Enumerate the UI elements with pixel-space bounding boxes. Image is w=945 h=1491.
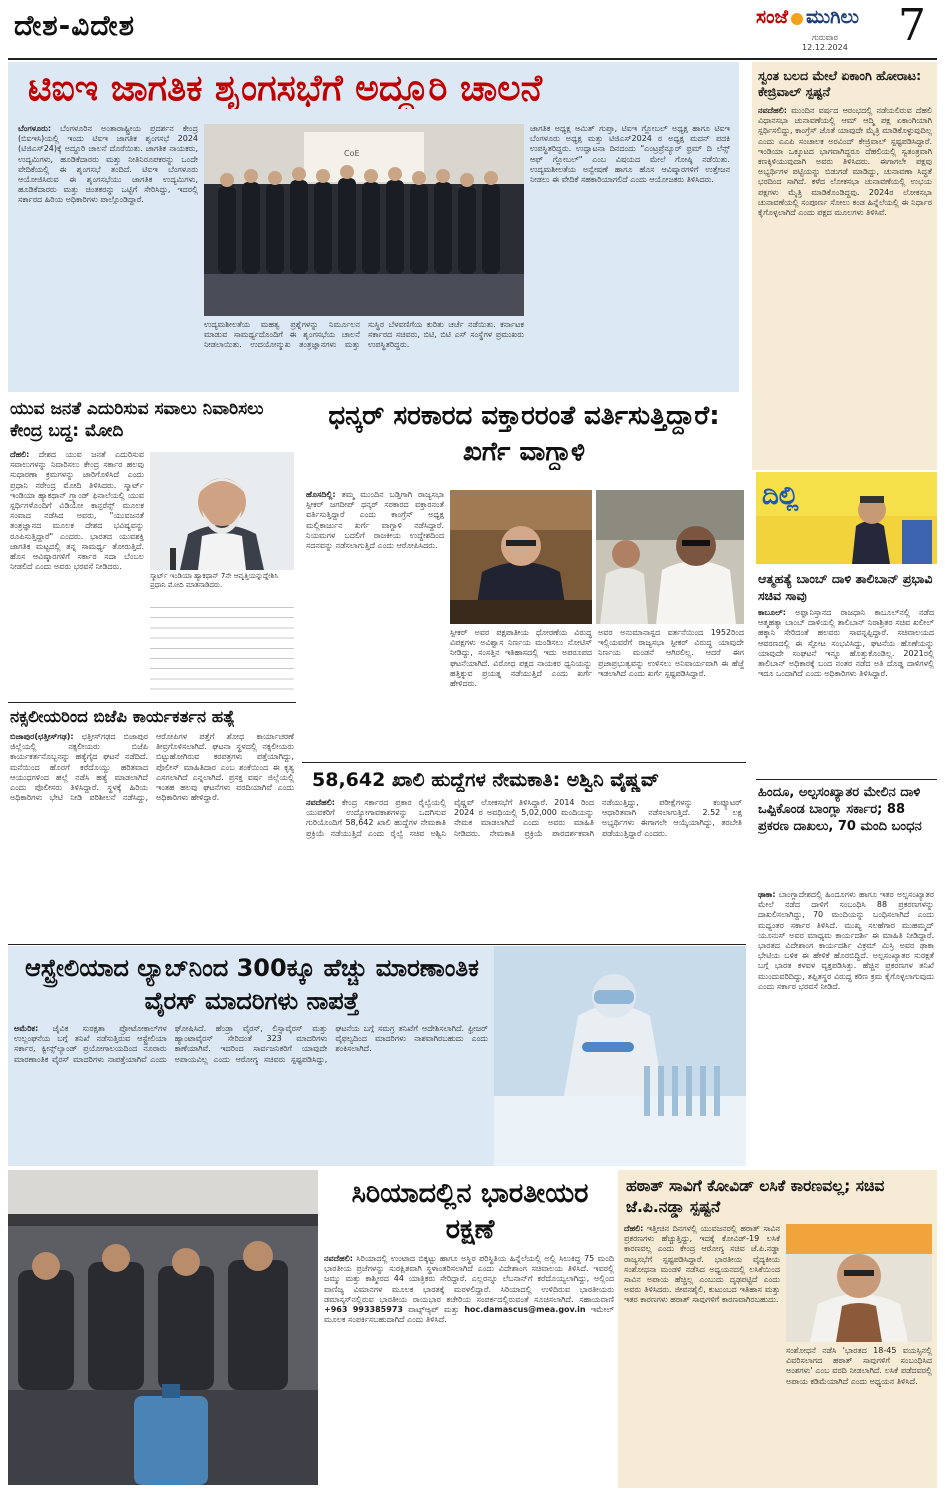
kharge-photo-dhankhar: [450, 490, 592, 624]
virus-lab-photo: [494, 946, 746, 1166]
syria-email[interactable]: hoc.damascus@mea.gov.in: [464, 1305, 586, 1315]
virus-body: [14, 1024, 488, 1160]
page-number: 7: [898, 0, 926, 51]
youth-article: [8, 396, 296, 700]
nadda-photo: [786, 1224, 932, 1342]
covid-headline: ಹಠಾತ್ ಸಾವಿಗೆ ಕೋವಿಡ್ ಲಸಿಕೆ ಕಾರಣವಲ್ಲ; ಸಚಿವ ಜೆ.ಪಿ.ನಡ್ಡಾ ಸ್ಪಷ್ಟನೆ: [626, 1177, 885, 1216]
tie-photo: [204, 124, 524, 316]
kharge-body-3: ಅವರ ಅನುಮಾನಾಸ್ಪದ ವರ್ತನೆಯಿಂದ 1952ರಿಂದ ಇಲ್ಲಿಯವರೆಗೆ ರಾಜ್ಯಸಭಾ ಸ್ಪೀಕರ್ ವಿರುದ್ಧ ಯಾವುದೇ ನಿರ್ಣಯ ಮಂಡನೆ ಆಗಿರಲಿಲ್ಲ. ಆದರೆ ಈಗ ಪ್ರಜಾಪ್ರಭುತ್ವವನ್ನು ಉಳಿಸಲು ಅನಿವಾರ್ಯವಾಗಿ ಈ ಹೆಜ್ಜೆ ಇಡಲಾಗಿದೆ ಎಂದು ಖರ್ಗೆ ಸ್ಪಷ್ಟಪಡಿಸಿದ್ದಾರೆ.: [598, 628, 744, 678]
attack-headline: ಆತ್ಮಹತ್ಯೆ ಬಾಂಬ್ ದಾಳಿ ತಾಲಿಬಾನ್ ಪ್ರಭಾವಿ ಸಚಿವ ಸಾವು: [758, 571, 933, 603]
tie-column-mid: [204, 320, 524, 386]
railway-dateline: ನವದೆಹಲಿ:: [306, 798, 335, 807]
syria-article: [322, 1170, 616, 1488]
banner-text: ದಿಲ್ಲಿ: [762, 481, 799, 511]
railway-headline: 58,642 ಖಾಲಿ ಹುದ್ದೆಗಳ ನೇಮಕಾತಿ: ಅಶ್ವಿನಿ ವೈಷ್ಣವ್: [312, 770, 660, 791]
issue-day: ಗುರುವಾರ: [812, 33, 838, 42]
hindu-headline: ಹಿಂದೂ, ಅಲ್ಪಸಂಖ್ಯಾತರ ಮೇಲಿನ ದಾಳಿ ಒಪ್ಪಿಕೊಂಡ ಬಾಂಗ್ಲಾ ಸರ್ಕಾರ; 88 ಪ್ರಕರಣ ದಾಖಲು, 70 ಮಂದಿ ಬಂಧನ: [758, 785, 922, 834]
brand-part1: ಸಂಜೆ: [756, 6, 789, 28]
kejriwal-headline: ಸ್ವಂತ ಬಲದ ಮೇಲೆ ಏಕಾಂಗಿ ಹೋರಾಟ: ಕೇಜ್ರಿವಾಲ್ ಸ್ಪಷ್ಟನೆ: [758, 68, 922, 99]
svg-text:CoE: CoE: [344, 149, 360, 158]
youth-body: [10, 450, 144, 696]
youth-text: ದೇಶದ ಯುವ ಜನತೆ ಎದುರಿಸುವ ಸವಾಲುಗಳನ್ನು ನಿವಾರಿಸಲು ಕೇಂದ್ರ ಸರ್ಕಾರ ಹಲವು ಸುಧಾರಣಾ ಕ್ರಮಗಳನ್ನು ಜಾರಿಗೊಳಿಸಿದೆ ಎಂದು ಪ್ರಧಾನಿ ನರೇಂದ್ರ ಮೋದಿ ತಿಳಿಸಿದರು. ಸ್ಮಾರ್ಟ್ ಇಂಡಿಯಾ ಹ್ಯಾಕಥಾನ್ ಗ್ರ್ಯಾಂಡ್ ಫಿನಾಲೆಯಲ್ಲಿ ಯುವ ಸ್ಪರ್ಧಿಗಳೊಂದಿಗೆ ವಿಡಿಯೋ ಕಾನ್ಫರೆನ್ಸ್ ಮೂಲಕ ಸಂವಾದ ನಡೆಸಿದ ಅವರು, "ಯುವಜನತೆ ತಂತ್ರಜ್ಞಾನದ ಮೂಲಕ ದೇಶದ ಭವಿಷ್ಯವನ್ನು ರೂಪಿಸುತ್ತಿದ್ದಾರೆ" ಎಂದರು. ಭಾರತದ ಯುವಶಕ್ತಿ ಜಾಗತಿಕ ಮಟ್ಟದಲ್ಲಿ ತನ್ನ ಸಾಮರ್ಥ್ಯ ತೋರುತ್ತಿದೆ. ಹೊಸ ಆವಿಷ್ಕಾರಗಳಿಗೆ ಸರ್ಕಾರ ಸದಾ ಬೆಂಬಲ ನೀಡಲಿದೆ ಎಂದು ಅವರು ಭರವಸೆ ನೀಡಿದರು.: [10, 450, 144, 572]
tie-article: [8, 62, 739, 392]
issue-date: 12.12.2024: [802, 43, 848, 52]
hindu-dateline: ಢಾಕಾ:: [758, 890, 776, 899]
syria-dateline: ನವದೆಹಲಿ:: [324, 1254, 353, 1263]
hindu-body: [758, 890, 934, 1162]
kharge-dateline: ಹೊಸದಿಲ್ಲಿ:: [306, 490, 336, 499]
kharge-body-2: ಸ್ಪೀಕರ್ ಅವರ ಪಕ್ಷಪಾತೀಯ ಧೋರಣೆಯ ವಿರುದ್ಧ ವಿಪಕ್ಷಗಳು ಅವಿಶ್ವಾಸ ನಿರ್ಣಯ ಮಂಡಿಸಲು ನೋಟಿಸ್ ನೀಡಿದ್ದು, ಸಂಸತ್ತಿನ ಇತಿಹಾಸದಲ್ಲಿ ಇದು ಅಪರೂಪದ ಘಟನೆಯಾಗಿದೆ. ವಿರೋಧ ಪಕ್ಷದ ನಾಯಕರ ಧ್ವನಿಯನ್ನು ಹತ್ತಿಕ್ಕುವ ಪ್ರಯತ್ನ ನಡೆಯುತ್ತಿದೆ ಎಂದು ಖರ್ಗೆ ಹೇಳಿದರು.: [450, 628, 592, 689]
kharge-body-1: ತಮ್ಮ ಮುಂದಿನ ಬಡ್ತಿಗಾಗಿ ರಾಜ್ಯಸಭಾ ಸ್ಪೀಕರ್ ಜಗದೀಪ್ ಧನ್ಕರ್ ಸರಕಾರದ ವಕ್ತಾರನಂತೆ ವರ್ತಿಸುತ್ತಿದ್ದಾರೆ ಎಂದು ಕಾಂಗ್ರೆಸ್ ಅಧ್ಯಕ್ಷ ಮಲ್ಲಿಕಾರ್ಜುನ ಖರ್ಗೆ ವಾಗ್ದಾಳಿ ನಡೆಸಿದ್ದಾರೆ. ನಿಯಮಗಳ ಬದಲಿಗೆ ರಾಜಕೀಯ ಉದ್ದೇಶದಿಂದ ಸದನವನ್ನು ನಡೆಸಲಾಗುತ್ತಿದೆ ಎಂದು ಆರೋಪಿಸಿದರು.: [306, 490, 444, 551]
youth-caption: ಸ್ಮಾರ್ಟ್ ಇಂಡಿಯಾ ಹ್ಯಾಕಥಾನ್ 7ನೇ ಆವೃತ್ತಿಯನ್ನುದ್ದೇಶಿಸಿ ಪ್ರಧಾನಿ ಮೋದಿ ಮಾತನಾಡಿದರು.: [150, 572, 279, 589]
kejriwal-dateline: ನವದೆಹಲಿ:: [758, 106, 787, 115]
covid-article: [618, 1170, 937, 1488]
kejriwal-body: [758, 106, 932, 464]
masthead: [0, 0, 945, 58]
kharge-col3: [598, 628, 744, 756]
kharge-col1: [306, 490, 444, 756]
bjp-text: ಛತ್ತೀಸ್‌ಗಢದ ಬಿಜಾಪುರ ಜಿಲ್ಲೆಯಲ್ಲಿ ನಕ್ಸಲೀಯರು ಬಿಜೆಪಿ ಕಾರ್ಯಕರ್ತನೊಬ್ಬನನ್ನು ಹತ್ಯೆಗೈದ ಘಟನೆ ನಡೆದಿದೆ. ಮನೆಯಿಂದ ಹೊರಗೆ ಕರೆದೊಯ್ದು ಹರಿತವಾದ ಆಯುಧಗಳಿಂದ ಹಲ್ಲೆ ನಡೆಸಿ ಹತ್ಯೆ ಮಾಡಲಾಗಿದೆ ಎಂದು ಪೊಲೀಸರು ತಿಳಿಸಿದ್ದಾರೆ. ಸ್ಥಳಕ್ಕೆ ಹಿರಿಯ ಅಧಿಕಾರಿಗಳು ಭೇಟಿ ನೀಡಿ ಪರಿಶೀಲನೆ ನಡೆಸಿದ್ದು, ಆರೋಪಿಗಳ ಪತ್ತೆಗೆ ಶೋಧ ಕಾರ್ಯಾಚರಣೆ ತೀವ್ರಗೊಳಿಸಲಾಗಿದೆ. ಘಟನಾ ಸ್ಥಳದಲ್ಲಿ ನಕ್ಸಲೀಯರು ಬಿಟ್ಟುಹೋಗಿರುವ ಕರಪತ್ರಗಳು ಪತ್ತೆಯಾಗಿದ್ದು, ಪೊಲೀಸ್ ಮಾಹಿತಿದಾರ ಎಂಬ ಶಂಕೆಯಿಂದ ಈ ಕೃತ್ಯ ಎಸಗಲಾಗಿದೆ ಎನ್ನಲಾಗಿದೆ. ಪ್ರಸಕ್ತ ವರ್ಷ ಜಿಲ್ಲೆಯಲ್ಲಿ ಇಂತಹ ಹಲವು ಘಟನೆಗಳು ವರದಿಯಾಗಿವೆ ಎಂದು ಅಧಿಕಾರಿಗಳು ಹೇಳಿದ್ದಾರೆ.: [10, 732, 294, 803]
bjp-article: [8, 704, 296, 942]
tie-column-right: [530, 124, 730, 386]
bjp-body: [10, 732, 294, 940]
railway-article: [302, 764, 746, 942]
attack-body: [758, 608, 934, 774]
hindu-text: ಬಾಂಗ್ಲಾದೇಶದಲ್ಲಿ ಹಿಂದೂಗಳು ಹಾಗೂ ಇತರ ಅಲ್ಪಸಂಖ್ಯಾತರ ಮೇಲೆ ನಡೆದ ದಾಳಿಗೆ ಸಂಬಂಧಿಸಿ 88 ಪ್ರಕರಣಗಳನ್ನು ದಾಖಲಿಸಲಾಗಿದ್ದು, 70 ಮಂದಿಯನ್ನು ಬಂಧಿಸಲಾಗಿದೆ ಎಂದು ಮಧ್ಯಂತರ ಸರ್ಕಾರ ತಿಳಿಸಿದೆ. ಮುಖ್ಯ ಸಲಹೆಗಾರ ಮುಹಮ್ಮದ್ ಯೂನುಸ್ ಅವರ ಮಾಧ್ಯಮ ಕಾರ್ಯದರ್ಶಿ ಈ ಮಾಹಿತಿ ನೀಡಿದ್ದಾರೆ. ಭಾರತದ ವಿದೇಶಾಂಗ ಕಾರ್ಯದರ್ಶಿ ವಿಕ್ರಮ್ ಮಿಸ್ರಿ ಅವರ ಢಾಕಾ ಭೇಟಿಯ ಬಳಿಕ ಈ ಹೇಳಿಕೆ ಹೊರಬಿದ್ದಿದೆ. ಅಲ್ಪಸಂಖ್ಯಾತರ ಸುರಕ್ಷತೆ ಬಗ್ಗೆ ಭಾರತ ಕಳವಳ ವ್ಯಕ್ತಪಡಿಸಿತ್ತು. ಹೆಚ್ಚಿನ ಪ್ರಕರಣಗಳ ತನಿಖೆ ಮುಂದುವರಿದಿದ್ದು, ತಪ್ಪಿತಸ್ಥರ ವಿರುದ್ಧ ಕಠಿಣ ಕ್ರಮ ಕೈಗೊಳ್ಳಲಾಗುವುದು ಎಂದು ಸರ್ಕಾರ ಭರವಸೆ ನೀಡಿದೆ.: [758, 890, 934, 991]
modi-photo: [150, 452, 294, 570]
youth-headline: ಯುವ ಜನತೆ ಎದುರಿಸುವ ಸವಾಲು ನಿವಾರಿಸಲು ಕೇಂದ್ರ ಬದ್ಧ: ಮೋದಿ: [10, 399, 264, 441]
tie-body-1: ಬೆಂಗಳೂರಿನ ಅಂತಾರಾಷ್ಟ್ರೀಯ ಪ್ರದರ್ಶನ ಕೇಂದ್ರ (ಬಿಐಇಸಿ)ಯಲ್ಲಿ ಇಂದು ಟಿಐಇ ಜಾಗತಿಕ ಶೃಂಗಸಭೆ 2024 (ಟಿಜಿಎಸ್24)ಕ್ಕೆ ಅದ್ದೂರಿ ಚಾಲನೆ ದೊರೆಯಿತು. ಜಾಗತಿಕ ನಾಯಕರು, ಉದ್ಯಮಿಗಳು, ಹೂಡಿಕೆದಾರರು ಮತ್ತು ನೀತಿನಿರೂಪಕರನ್ನು ಒಂದೇ ವೇದಿಕೆಯಲ್ಲಿ ಈ ಶೃಂಗಸಭೆ ತಂದಿದೆ. ಟಿಐಇ ಬೆಂಗಳೂರು ಆಯೋಜಿಸಿರುವ ಈ ಶೃಂಗಸಭೆಯು ಜಾಗತಿಕ ಉದ್ಯಮಿಗಳು, ಹೂಡಿಕೆದಾರರು ಮತ್ತು ಚಿಂತಕರನ್ನು ಒಟ್ಟಿಗೆ ಸೇರಿಸಿದ್ದು, ಇದರಲ್ಲಿ ಸರ್ಕಾರದ ಹಿರಿಯ ಅಧಿಕಾರಿಗಳು ಪಾಲ್ಗೊಂಡಿದ್ದಾರೆ.: [18, 124, 198, 205]
virus-text: ಜೈವಿಕ ಸುರಕ್ಷತಾ ಪ್ರೋಟೋಕಾಲ್‌ಗಳ ಉಲ್ಲಂಘನೆಯ ಬಗ್ಗೆ ತನಿಖೆ ನಡೆಸುತ್ತಿರುವ ಆಸ್ಟ್ರೇಲಿಯಾ ಸರ್ಕಾರ, ಕ್ವೀನ್ಸ್‌ಲ್ಯಾಂಡ್ ಪ್ರಯೋಗಾಲಯದಿಂದ ನೂರಾರು ಮಾರಣಾಂತಿಕ ವೈರಸ್ ಮಾದರಿಗಳು ನಾಪತ್ತೆಯಾಗಿವೆ ಎಂದು ಘೋಷಿಸಿದೆ. ಹೆಂಡ್ರಾ ವೈರಸ್, ಲಿಸ್ಸಾವೈರಸ್ ಮತ್ತು ಹ್ಯಾಂಟಾವೈರಸ್ ಸೇರಿದಂತೆ 323 ಮಾದರಿಗಳು ಕಾಣೆಯಾಗಿವೆ. ಇದರಿಂದ ಸಾರ್ವಜನಿಕರಿಗೆ ಯಾವುದೇ ಅಪಾಯವಿಲ್ಲ ಎಂದು ಆರೋಗ್ಯ ಸಚಿವರು ಸ್ಪಷ್ಟಪಡಿಸಿದ್ದು, ಘಟನೆಯ ಬಗ್ಗೆ ಸಮಗ್ರ ತನಿಖೆಗೆ ಆದೇಶಿಸಲಾಗಿದೆ. ಫ್ರೀಜರ್ ವೈಫಲ್ಯದಿಂದ ಮಾದರಿಗಳು ನಾಶವಾಗಿರಬಹುದು ಎಂದು ಶಂಕಿಸಲಾಗಿದೆ.: [14, 1024, 488, 1064]
syria-email-pre: ವಾಟ್ಸ್ಆ್ಯಪ್ ಮತ್ತು: [408, 1305, 460, 1315]
syria-headline: ಸಿರಿಯಾದಲ್ಲಿನ ಭಾರತೀಯರ ರಕ್ಷಣೆ: [351, 1178, 589, 1245]
covid-body-2: [786, 1346, 932, 1482]
tie-column-left: [18, 124, 198, 386]
brand-part2: ಮುಗಿಲು: [806, 6, 859, 28]
virus-dateline: ಅಮೆರಿಕ:: [14, 1024, 39, 1033]
syria-body: [324, 1254, 614, 1486]
hindu-article: [752, 782, 937, 1166]
attack-text: ಅಫ್ಘಾನಿಸ್ತಾನದ ರಾಜಧಾನಿ ಕಾಬೂಲ್‌ನಲ್ಲಿ ನಡೆದ ಆತ್ಮಹತ್ಯಾ ಬಾಂಬ್ ದಾಳಿಯಲ್ಲಿ ತಾಲಿಬಾನ್ ನಿರಾಶ್ರಿತರ ಸಚಿವ ಖಲೀಲ್ ಹಕ್ಕಾನಿ ಸೇರಿದಂತೆ ಹಲವರು ಸಾವನ್ನಪ್ಪಿದ್ದಾರೆ. ಸಚಿವಾಲಯದ ಆವರಣದಲ್ಲಿ ಈ ಸ್ಫೋಟ ಸಂಭವಿಸಿದ್ದು, ಘಟನೆಯ ಹೊಣೆಯನ್ನು ಯಾವುದೇ ಸಂಘಟನೆ ಇನ್ನೂ ಹೊತ್ತುಕೊಂಡಿಲ್ಲ. 2021ರಲ್ಲಿ ತಾಲಿಬಾನ್ ಅಧಿಕಾರಕ್ಕೆ ಬಂದ ನಂತರ ನಡೆದ ಅತಿ ದೊಡ್ಡ ದಾಳಿಗಳಲ್ಲಿ ಇದೂ ಒಂದಾಗಿದೆ ಎಂದು ಅಧಿಕಾರಿಗಳು ತಿಳಿಸಿದ್ದಾರೆ.: [758, 608, 934, 679]
attack-article: [752, 566, 937, 776]
tie-headline: ಟಿಐಇ ಜಾಗತಿಕ ಶೃಂಗಸಭೆಗೆ ಅದ್ದೂರಿ ಚಾಲನೆ: [28, 68, 543, 109]
sun-icon: [791, 13, 803, 25]
syria-bus-photo: [8, 1170, 318, 1485]
bjp-headline: ನಕ್ಸಲೀಯರಿಂದ ಬಿಜೆಪಿ ಕಾರ್ಯಕರ್ತನ ಹತ್ಯೆ: [10, 708, 235, 726]
youth-body-cont: [150, 600, 294, 696]
syria-text: ಸಿರಿಯಾದಲ್ಲಿ ಉಂಟಾದ ಬಿಕ್ಕಟ್ಟು ಹಾಗೂ ಅಸ್ಥಿರ ಪರಿಸ್ಥಿತಿಯ ಹಿನ್ನೆಲೆಯಲ್ಲಿ ಅಲ್ಲಿ ಸಿಲುಕಿದ್ದ 75 ಮಂದಿ ಭಾರತೀಯ ಪ್ರಜೆಗಳನ್ನು ಸುರಕ್ಷಿತವಾಗಿ ಸ್ಥಳಾಂತರಿಸಲಾಗಿದೆ ಎಂದು ವಿದೇಶಾಂಗ ಸಚಿವಾಲಯ ತಿಳಿಸಿದೆ. ಇವರಲ್ಲಿ ಜಮ್ಮು ಮತ್ತು ಕಾಶ್ಮೀರದ 44 ಯಾತ್ರಿಕರು ಸೇರಿದ್ದಾರೆ. ಎಲ್ಲರನ್ನೂ ಲೆಬನಾನ್‌ಗೆ ಕರೆದೊಯ್ಯಲಾಗಿದ್ದು, ಅಲ್ಲಿಂದ ವಾಣಿಜ್ಯ ವಿಮಾನಗಳ ಮೂಲಕ ಭಾರತಕ್ಕೆ ಮರಳಲಿದ್ದಾರೆ. ಸಿರಿಯಾದಲ್ಲಿ ಉಳಿದಿರುವ ಭಾರತೀಯರು ಡಮಾಸ್ಕಸ್‌ನಲ್ಲಿರುವ ಭಾರತೀಯ ರಾಯಭಾರ ಕಚೇರಿಯ ಸಂಪರ್ಕದಲ್ಲಿರುವಂತೆ ಸೂಚಿಸಲಾಗಿದೆ. ಸಹಾಯವಾಣಿ: [324, 1254, 614, 1304]
bjp-dateline: ಬಿಜಾಪುರ(ಛತ್ತೀಸ್‌ಗಢ):: [10, 732, 74, 741]
covid-text-1: ಇತ್ತೀಚಿನ ದಿನಗಳಲ್ಲಿ ಯುವಜನರಲ್ಲಿ ಹಠಾತ್ ಸಾವಿನ ಪ್ರಕರಣಗಳು ಹೆಚ್ಚುತ್ತಿದ್ದು, ಇದಕ್ಕೆ ಕೋವಿಡ್-19 ಲಸಿಕೆ ಕಾರಣವಲ್ಲ ಎಂದು ಕೇಂದ್ರ ಆರೋಗ್ಯ ಸಚಿವ ಜೆ.ಪಿ.ನಡ್ಡಾ ರಾಜ್ಯಸಭೆಗೆ ಸ್ಪಷ್ಟಪಡಿಸಿದ್ದಾರೆ. ಭಾರತೀಯ ವೈದ್ಯಕೀಯ ಸಂಶೋಧನಾ ಮಂಡಳಿ ನಡೆಸಿದ ಅಧ್ಯಯನದಲ್ಲಿ ಲಸಿಕೆಯಿಂದ ಸಾವಿನ ಅಪಾಯ ಹೆಚ್ಚಿಲ್ಲ ಎಂಬುದು ದೃಢಪಟ್ಟಿದೆ ಎಂದು ಅವರು ತಿಳಿಸಿದರು. ಜೀವನಶೈಲಿ, ಕುಟುಂಬದ ಇತಿಹಾಸ ಮತ್ತು ಇತರ ಕಾರಣಗಳು ಹಠಾತ್ ಸಾವುಗಳಿಗೆ ಕಾರಣವಾಗಿರಬಹುದು.: [624, 1224, 780, 1305]
kharge-article: [302, 396, 746, 760]
brand-logo: [756, 6, 896, 32]
tie-body-2: ಉದ್ಯಮಶೀಲತೆಯ ಮಹತ್ವ ಪ್ರಶ್ನೆಗಳನ್ನು ನಿರ್ಮೂಲನ ಮಾಡುವ ಸಾಮರ್ಥ್ಯದೊಂದಿಗೆ ಈ ಶೃಂಗಸಭೆಯ ಚಾಲನೆ ನೀಡಲಾಯಿತು. ಉದಯೋನ್ಮುಖ ತಂತ್ರಜ್ಞಾನಗಳು ಮತ್ತು ಸುಸ್ಥಿರ ಬೆಳವಣಿಗೆಯ ಕುರಿತು ಚರ್ಚೆ ನಡೆಯಿತು. ಕರ್ನಾಟಕ ಸರ್ಕಾರದ ಸಚಿವರು, ಬಿಟಿ, ಬಿಟಿ ಎಸ್ ಸಂಸ್ಥೆಗಳ ಪ್ರಮುಖರು ಉಪಸ್ಥಿತರಿದ್ದರು.: [204, 320, 524, 350]
tie-body-3: ಜಾಗತಿಕ ಅಧ್ಯಕ್ಷ ಅಮಿತ್ ಗುಪ್ತಾ, ಟಿಐಇ ಗ್ಲೋಬಲ್ ಅಧ್ಯಕ್ಷ ಹಾಗೂ ಟಿಐಇ ಬೆಂಗಳೂರು ಅಧ್ಯಕ್ಷ ಮತ್ತು ಟಿಜಿಎಸ್2024 ರ ಅಧ್ಯಕ್ಷ ಮದನ್ ಪದಕಿ ಉಪಸ್ಥಿತರಿದ್ದರು. ಉದ್ಘಾಟನಾ ದಿನದಂದು "ಎಂಟ್ರಪ್ರೆನ್ಯೂರ್ ಫ್ರಮ್ ದಿ ಲೆನ್ಸ್ ಆಫ್ ಗ್ಲೋಬಲ್" ಎಂಬ ವಿಷಯದ ಮೇಲೆ ಗೋಷ್ಠಿ ನಡೆಯಿತು. ಉದ್ಯಮಶೀಲತೆಯ ಅನ್ವೇಷಣೆ ಹಾಗೂ ಹೊಸ ಆವಿಷ್ಕಾರಗಳಿಗೆ ಉತ್ತೇಜನ ನೀಡಲು ಈ ವೇದಿಕೆ ಸಹಕಾರಿಯಾಗಲಿದೆ ಎಂದು ಆಯೋಜಕರು ತಿಳಿಸಿದರು.: [530, 124, 730, 185]
virus-article: [8, 946, 746, 1166]
covid-body-1: [624, 1224, 780, 1482]
virus-headline: ಆಸ್ಟ್ರೇಲಿಯಾದ ಲ್ಯಾಬ್‌ನಿಂದ 300ಕ್ಕೂ ಹೆಚ್ಚು ಮಾರಣಾಂತಿಕ ವೈರಸ್ ಮಾದರಿಗಳು ನಾಪತ್ತೆ: [25, 954, 479, 1015]
kejriwal-article: [752, 62, 937, 470]
railway-body: [306, 798, 742, 940]
syria-email-post: ಇಮೇಲ್ ಮೂಲಕ ಸಂಪರ್ಕಿಸಬಹುದಾಗಿದೆ ಎಂದು ತಿಳಿಸಿದೆ.: [324, 1305, 614, 1325]
kharge-headline: ಧನ್ಕರ್ ಸರಕಾರದ ವಕ್ತಾರರಂತೆ ವರ್ತಿಸುತ್ತಿದ್ದಾರೆ: ಖರ್ಗೆ ವಾಗ್ದಾಳಿ: [328, 401, 720, 467]
kharge-photo-kharge: [596, 490, 744, 624]
kejriwal-photo: [756, 472, 937, 564]
tie-dateline: ಬೆಂಗಳೂರು:: [18, 124, 52, 133]
attack-dateline: ಕಾಬೂಲ್:: [758, 608, 786, 617]
covid-dateline: ದೆಹಲಿ:: [624, 1224, 644, 1233]
railway-text: ಕೇಂದ್ರ ಸರ್ಕಾರದ ಪ್ರಕಾರ ರೈಲ್ವೆಯಲ್ಲಿ ಯುವಕರಿಗೆ ಉದ್ಯೋಗಾವಕಾಶಗಳನ್ನು ಒದಗಿಸುವ ಗುರಿಯೊಂದಿಗೆ 58,642 ಖಾಲಿ ಹುದ್ದೆಗಳ ನೇಮಕಾತಿ ಪ್ರಕ್ರಿಯೆ ನಡೆಯುತ್ತಿದೆ ಎಂದು ರೈಲ್ವೆ ಸಚಿವ ಅಶ್ವಿನಿ ವೈಷ್ಣವ್ ಲೋಕಸಭೆಗೆ ತಿಳಿಸಿದ್ದಾರೆ. 2014 ರಿಂದ 2024 ರ ಅವಧಿಯಲ್ಲಿ 5,02,000 ಮಂದಿಯನ್ನು ನೇಮಕ ಮಾಡಲಾಗಿದೆ ಎಂದು ಅವರು ಮಾಹಿತಿ ನೀಡಿದರು. ನೇಮಕಾತಿ ಪ್ರಕ್ರಿಯೆ ಪಾರದರ್ಶಕವಾಗಿ ನಡೆಯುತ್ತಿದ್ದು, ಪರೀಕ್ಷೆಗಳನ್ನು ಕಂಪ್ಯೂಟರ್ ಆಧಾರಿತವಾಗಿ ನಡೆಸಲಾಗುತ್ತಿದೆ. 2.52 ಲಕ್ಷ ಅಭ್ಯರ್ಥಿಗಳು ಈಗಾಗಲೇ ಆಯ್ಕೆಯಾಗಿದ್ದು, ತರಬೇತಿ ಪಡೆಯುತ್ತಿದ್ದಾರೆ ಎಂದರು.: [306, 798, 742, 838]
youth-dateline: ದೆಹಲಿ:: [10, 450, 30, 459]
section-title: ದೇಶ-ವಿದೇಶ: [14, 10, 135, 42]
kharge-col2: [450, 628, 592, 756]
covid-text-2: ಸಂಶೋಧನೆ ನಡೆಸಿ 'ಭಾರತದ 18-45 ವಯಸ್ಸಿನಲ್ಲಿ ವಿವರಿಸಲಾಗದ ಹಠಾತ್ ಸಾವುಗಳಿಗೆ ಸಂಬಂಧಿಸಿದ ಅಂಶಗಳು' ಎಂಬ ವರದಿ ನೀಡಲಾಗಿದೆ. ಲಸಿಕೆ ಪಡೆದವರಲ್ಲಿ ಅಪಾಯ ಕಡಿಮೆಯಾಗಿದೆ ಎಂದು ಅಧ್ಯಯನ ತಿಳಿಸಿದೆ.: [786, 1346, 932, 1386]
syria-helpline: +963 993385973: [324, 1305, 403, 1315]
kejriwal-text: ಮುಂದಿನ ವರ್ಷದ ಆರಂಭದಲ್ಲಿ ನಡೆಯಲಿರುವ ದೆಹಲಿ ವಿಧಾನಸಭಾ ಚುನಾವಣೆಯಲ್ಲಿ ಆಮ್ ಆದ್ಮಿ ಪಕ್ಷ ಏಕಾಂಗಿಯಾಗಿ ಸ್ಪರ್ಧಿಸಲಿದ್ದು, ಕಾಂಗ್ರೆಸ್ ಜೊತೆ ಯಾವುದೇ ಮೈತ್ರಿ ಮಾಡಿಕೊಳ್ಳುವುದಿಲ್ಲ ಎಂದು ಎಎಪಿ ಸಂಚಾಲಕ ಅರವಿಂದ್ ಕೇಜ್ರಿವಾಲ್ ಸ್ಪಷ್ಟಪಡಿಸಿದ್ದಾರೆ. ಇಂಡಿಯಾ ಒಕ್ಕೂಟದ ಭಾಗವಾಗಿದ್ದರೂ ದೆಹಲಿಯಲ್ಲಿ ಸ್ವತಂತ್ರವಾಗಿ ಕಣಕ್ಕಿಳಿಯುವುದಾಗಿ ಅವರು ತಿಳಿಸಿದರು. ಈಗಾಗಲೇ ಪಕ್ಷವು ಅಭ್ಯರ್ಥಿಗಳ ಪಟ್ಟಿಯನ್ನು ಬಿಡುಗಡೆ ಮಾಡಿದ್ದು, ಚುನಾವಣಾ ಸಿದ್ಧತೆ ಭರದಿಂದ ಸಾಗಿದೆ. ಕಳೆದ ಲೋಕಸಭಾ ಚುನಾವಣೆಯಲ್ಲಿ ಉಭಯ ಪಕ್ಷಗಳು ಮೈತ್ರಿ ಮಾಡಿಕೊಂಡಿದ್ದವು. 2024ರ ಲೋಕಸಭಾ ಚುನಾವಣೆಯಲ್ಲಿ ಸಂಪೂರ್ಣ ಸೋಲು ಕಂಡ ಹಿನ್ನೆಲೆಯಲ್ಲಿ ಈ ನಿರ್ಧಾರ ಕೈಗೊಳ್ಳಲಾಗಿದೆ ಎಂದು ಪಕ್ಷದ ಮೂಲಗಳು ತಿಳಿಸಿವೆ.: [758, 106, 932, 218]
